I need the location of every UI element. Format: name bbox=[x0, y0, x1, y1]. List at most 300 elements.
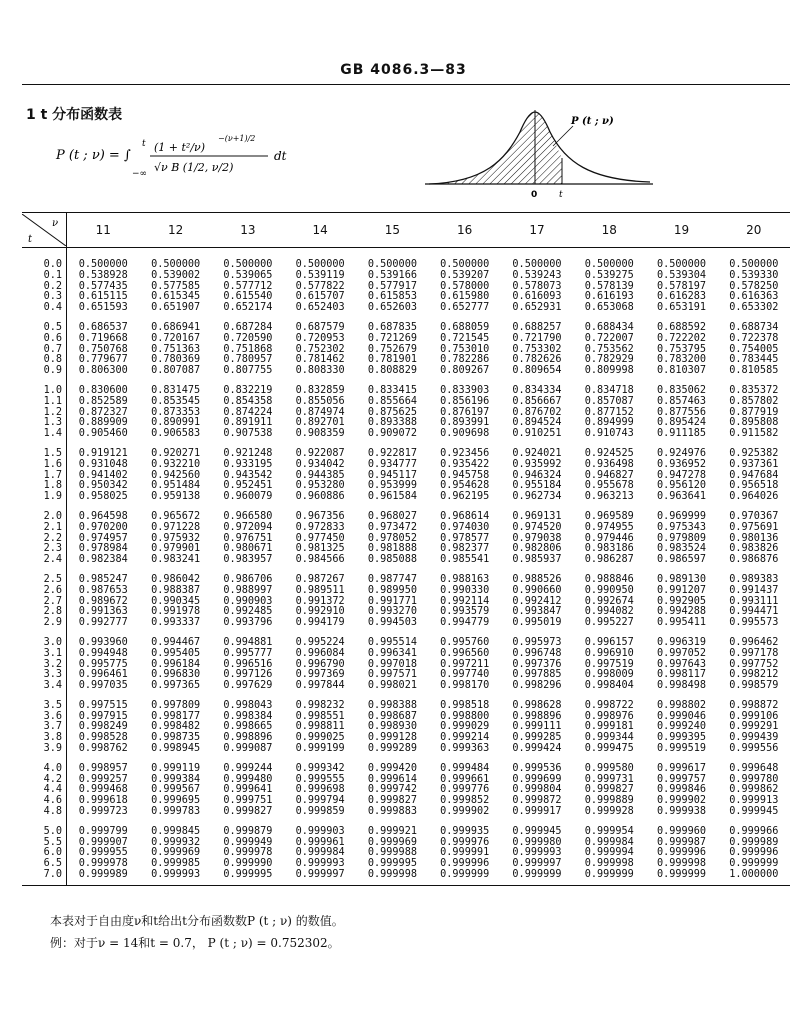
probability-value: 0.999614 bbox=[367, 773, 417, 785]
table-cell bbox=[67, 566, 140, 629]
probability-value: 0.807755 bbox=[223, 365, 273, 377]
probability-value: 0.998802 bbox=[656, 699, 707, 711]
probability-value: 0.892701 bbox=[295, 417, 345, 429]
probability-value: 0.688257 bbox=[512, 321, 562, 333]
probability-value: 0.932210 bbox=[151, 458, 201, 470]
probability-value: 0.975691 bbox=[729, 521, 779, 533]
probability-value: 0.921248 bbox=[223, 447, 273, 459]
table-cell bbox=[429, 692, 501, 755]
t-value: 2.2 bbox=[43, 532, 62, 544]
probability-value: 0.779677 bbox=[78, 354, 128, 366]
probability-value: 0.876702 bbox=[512, 406, 562, 418]
table-cell bbox=[356, 440, 428, 503]
probability-value: 0.999244 bbox=[223, 762, 273, 774]
probability-value: 0.997885 bbox=[512, 669, 562, 681]
table-cell bbox=[645, 818, 717, 885]
table-header-row bbox=[22, 213, 790, 248]
probability-value: 0.999976 bbox=[440, 836, 490, 848]
probability-value: 0.997515 bbox=[78, 699, 128, 711]
probability-value: 0.968614 bbox=[440, 510, 490, 522]
probability-value: 0.984566 bbox=[295, 554, 345, 566]
probability-value: 0.936952 bbox=[656, 458, 707, 470]
probability-value: 0.999980 bbox=[512, 836, 562, 848]
probability-value: 0.808330 bbox=[295, 365, 345, 377]
probability-value: 0.500000 bbox=[223, 259, 273, 270]
probability-value: 0.999935 bbox=[440, 825, 490, 837]
probability-value: 0.993270 bbox=[367, 606, 417, 618]
probability-value: 0.688434 bbox=[584, 321, 634, 333]
probability-value: 0.999119 bbox=[151, 762, 201, 774]
probability-value: 0.686537 bbox=[78, 321, 128, 333]
probability-value: 0.539002 bbox=[151, 269, 201, 281]
probability-value: 0.996516 bbox=[223, 658, 273, 670]
note-example: 例：对于ν = 14和t = 0.7， P (t ; ν) = 0.752302。 bbox=[50, 936, 340, 950]
table-cell bbox=[573, 503, 645, 566]
table-row-group bbox=[22, 629, 790, 692]
probability-value: 0.999087 bbox=[223, 743, 273, 755]
probability-value: 0.999424 bbox=[512, 743, 562, 755]
t-value: 0.2 bbox=[43, 280, 62, 292]
probability-value: 0.999859 bbox=[295, 806, 345, 818]
probability-value: 0.720590 bbox=[223, 332, 273, 344]
probability-value: 0.999928 bbox=[584, 806, 634, 818]
probability-value: 0.653068 bbox=[584, 302, 634, 314]
table-row-group bbox=[22, 818, 790, 885]
probability-value: 0.998551 bbox=[295, 710, 345, 722]
probability-value: 0.909698 bbox=[440, 428, 490, 440]
probability-value: 0.998528 bbox=[78, 732, 128, 744]
table-cell bbox=[140, 314, 212, 377]
table-cell bbox=[718, 248, 790, 314]
probability-value: 0.997752 bbox=[729, 658, 779, 670]
probability-value: 0.999966 bbox=[729, 825, 779, 837]
probability-value: 0.968027 bbox=[367, 510, 417, 522]
probability-value: 0.999852 bbox=[440, 795, 490, 807]
probability-value: 0.500000 bbox=[729, 259, 779, 270]
table-cell bbox=[429, 377, 501, 440]
probability-value: 0.999439 bbox=[729, 732, 779, 744]
probability-value: 0.998762 bbox=[78, 743, 128, 755]
probability-value: 0.999997 bbox=[512, 858, 562, 870]
probability-value: 0.990330 bbox=[440, 584, 490, 596]
probability-value: 0.995019 bbox=[512, 617, 562, 629]
probability-value: 0.979038 bbox=[512, 532, 562, 544]
probability-value: 0.979446 bbox=[584, 532, 634, 544]
table-cell bbox=[573, 818, 645, 885]
probability-value: 0.998722 bbox=[584, 699, 634, 711]
probability-value: 0.990950 bbox=[584, 584, 634, 596]
probability-value: 0.942560 bbox=[151, 469, 201, 481]
probability-value: 0.539275 bbox=[584, 269, 634, 281]
probability-value: 0.855664 bbox=[367, 395, 417, 407]
probability-value: 0.986597 bbox=[656, 554, 707, 566]
probability-value: 0.999475 bbox=[584, 743, 634, 755]
t-value-cell bbox=[22, 566, 67, 629]
t-value: 3.6 bbox=[43, 710, 62, 722]
probability-value: 0.895424 bbox=[656, 417, 707, 429]
probability-value: 0.998665 bbox=[223, 721, 273, 733]
probability-value: 0.539243 bbox=[512, 269, 562, 281]
probability-value: 0.999342 bbox=[295, 762, 345, 774]
table-cell bbox=[718, 692, 790, 755]
probability-value: 0.983186 bbox=[584, 543, 634, 555]
probability-value: 0.999291 bbox=[729, 721, 779, 733]
probability-value: 0.944385 bbox=[295, 469, 345, 481]
probability-value: 0.616193 bbox=[584, 291, 634, 303]
probability-value: 0.999993 bbox=[295, 858, 345, 870]
table-cell bbox=[718, 755, 790, 818]
probability-value: 0.970200 bbox=[78, 521, 128, 533]
probability-value: 0.999889 bbox=[584, 795, 634, 807]
probability-value: 0.965672 bbox=[151, 510, 201, 522]
probability-value: 0.963641 bbox=[656, 491, 707, 503]
table-cell bbox=[67, 314, 140, 377]
probability-value: 0.995573 bbox=[729, 617, 779, 629]
t-value-cell bbox=[22, 377, 67, 440]
probability-value: 0.999567 bbox=[151, 784, 201, 796]
probability-value: 0.877152 bbox=[584, 406, 634, 418]
probability-value: 0.962195 bbox=[440, 491, 490, 503]
table-cell bbox=[356, 503, 428, 566]
probability-value: 0.615115 bbox=[78, 291, 128, 303]
probability-value: 0.980671 bbox=[223, 543, 273, 555]
probability-value: 0.997178 bbox=[729, 647, 779, 659]
probability-value: 0.911185 bbox=[656, 428, 707, 440]
probability-value: 0.999998 bbox=[367, 869, 417, 881]
table-cell bbox=[645, 248, 717, 314]
t-value: 3.7 bbox=[43, 721, 62, 733]
probability-value: 0.999998 bbox=[584, 858, 634, 870]
probability-value: 0.907538 bbox=[223, 428, 273, 440]
probability-value: 0.992485 bbox=[223, 606, 273, 618]
table-cell bbox=[212, 566, 284, 629]
probability-value: 0.999257 bbox=[78, 773, 128, 785]
probability-value: 0.993111 bbox=[729, 595, 779, 607]
t-value: 5.5 bbox=[43, 836, 62, 848]
probability-value: 0.615853 bbox=[367, 291, 417, 303]
probability-value: 0.833903 bbox=[440, 384, 490, 396]
probability-value: 0.969999 bbox=[656, 510, 707, 522]
table-cell bbox=[67, 818, 140, 885]
table-cell bbox=[67, 377, 140, 440]
probability-value: 0.992905 bbox=[656, 595, 707, 607]
column-header: 12 bbox=[140, 213, 212, 248]
t-value: 0.1 bbox=[43, 269, 62, 281]
probability-value: 0.998945 bbox=[151, 743, 201, 755]
probability-value: 0.577712 bbox=[223, 280, 273, 292]
probability-value: 0.985088 bbox=[367, 554, 417, 566]
header-rule bbox=[22, 84, 790, 85]
probability-value: 0.999903 bbox=[295, 825, 345, 837]
probability-value: 0.997365 bbox=[151, 680, 201, 692]
probability-value: 0.998384 bbox=[223, 710, 273, 722]
probability-value: 0.961584 bbox=[367, 491, 417, 503]
table-cell bbox=[212, 629, 284, 692]
table-cell bbox=[140, 440, 212, 503]
t-value: 4.2 bbox=[43, 773, 62, 785]
t-value-cell bbox=[22, 503, 67, 566]
probability-value: 0.933195 bbox=[223, 458, 273, 470]
probability-value: 0.809998 bbox=[584, 365, 634, 377]
probability-value: 0.857463 bbox=[656, 395, 707, 407]
column-header: 16 bbox=[429, 213, 501, 248]
probability-value: 0.999932 bbox=[151, 836, 201, 848]
probability-value: 0.991437 bbox=[729, 584, 779, 596]
probability-value: 0.783200 bbox=[656, 354, 707, 366]
note-description: 本表对于自由度ν和t给出t分布函数数P (t ; ν) 的数值。 bbox=[50, 914, 344, 928]
table-cell bbox=[429, 248, 501, 314]
probability-value: 0.999907 bbox=[78, 836, 128, 848]
table-cell bbox=[212, 314, 284, 377]
t-value: 3.8 bbox=[43, 732, 62, 744]
probability-value: 0.986287 bbox=[584, 554, 634, 566]
probability-value: 0.946827 bbox=[584, 469, 634, 481]
table-cell bbox=[356, 629, 428, 692]
t-value: 4.0 bbox=[43, 762, 62, 774]
probability-value: 0.999949 bbox=[223, 836, 273, 848]
probability-value: 0.990660 bbox=[512, 584, 562, 596]
probability-value: 0.999519 bbox=[656, 743, 707, 755]
probability-value: 0.999827 bbox=[367, 795, 417, 807]
probability-value: 0.999029 bbox=[440, 721, 490, 733]
column-header: 15 bbox=[356, 213, 428, 248]
table-cell bbox=[284, 440, 356, 503]
probability-value: 0.998687 bbox=[367, 710, 417, 722]
probability-value: 0.966580 bbox=[223, 510, 273, 522]
t-value: 2.8 bbox=[43, 606, 62, 618]
probability-value: 0.894524 bbox=[512, 417, 562, 429]
probability-value: 0.688059 bbox=[440, 321, 490, 333]
table-cell bbox=[356, 248, 428, 314]
table-row-group bbox=[22, 755, 790, 818]
table-cell bbox=[356, 377, 428, 440]
probability-value: 0.835062 bbox=[656, 384, 707, 396]
t-value-cell bbox=[22, 692, 67, 755]
probability-value: 0.997018 bbox=[367, 658, 417, 670]
probability-value: 0.500000 bbox=[78, 259, 128, 270]
probability-value: 0.985247 bbox=[78, 573, 128, 585]
probability-value: 0.999214 bbox=[440, 732, 490, 744]
probability-value: 0.999994 bbox=[584, 847, 634, 859]
probability-value: 0.856196 bbox=[440, 395, 490, 407]
corner-t: t bbox=[28, 234, 33, 245]
probability-value: 0.999995 bbox=[367, 858, 417, 870]
table-cell bbox=[573, 629, 645, 692]
t-value: 2.7 bbox=[43, 595, 62, 607]
probability-value: 0.999960 bbox=[656, 825, 707, 837]
probability-value: 0.997571 bbox=[367, 669, 417, 681]
probability-value: 0.999989 bbox=[78, 869, 128, 881]
probability-value: 0.781901 bbox=[367, 354, 417, 366]
table-cell bbox=[356, 566, 428, 629]
probability-value: 0.999025 bbox=[295, 732, 345, 744]
probability-value: 0.906583 bbox=[151, 428, 201, 440]
probability-value: 0.996560 bbox=[440, 647, 490, 659]
probability-value: 0.999883 bbox=[367, 806, 417, 818]
probability-value: 0.992910 bbox=[295, 606, 345, 618]
table-cell bbox=[356, 314, 428, 377]
probability-value: 0.578197 bbox=[656, 280, 707, 292]
probability-value: 0.978052 bbox=[367, 532, 417, 544]
column-header: 14 bbox=[284, 213, 356, 248]
probability-value: 0.577822 bbox=[295, 280, 345, 292]
probability-value: 0.925382 bbox=[729, 447, 779, 459]
probability-value: 0.999480 bbox=[223, 773, 273, 785]
probability-value: 0.974957 bbox=[78, 532, 128, 544]
column-header: 13 bbox=[212, 213, 284, 248]
probability-value: 0.995775 bbox=[78, 658, 128, 670]
probability-value: 0.753795 bbox=[656, 343, 707, 355]
probability-value: 0.950342 bbox=[78, 480, 128, 492]
probability-value: 0.999969 bbox=[367, 836, 417, 848]
document-header: GB 4086.3—83 bbox=[340, 62, 467, 78]
probability-value: 0.539304 bbox=[656, 269, 707, 281]
probability-value: 0.856667 bbox=[512, 395, 562, 407]
table-row-group bbox=[22, 377, 790, 440]
probability-value: 0.722378 bbox=[729, 332, 779, 344]
probability-value: 0.976751 bbox=[223, 532, 273, 544]
probability-value: 0.996319 bbox=[656, 636, 707, 648]
t-value: 3.1 bbox=[43, 647, 62, 659]
probability-value: 0.998498 bbox=[656, 680, 707, 692]
table-cell bbox=[645, 755, 717, 818]
probability-value: 0.998957 bbox=[78, 762, 128, 774]
probability-value: 0.834718 bbox=[584, 384, 634, 396]
probability-value: 0.999998 bbox=[656, 858, 707, 870]
probability-value: 0.998800 bbox=[440, 710, 490, 722]
table-cell bbox=[140, 248, 212, 314]
probability-value: 0.991771 bbox=[367, 595, 417, 607]
probability-value: 0.999699 bbox=[512, 773, 562, 785]
probability-value: 0.945117 bbox=[367, 469, 417, 481]
probability-value: 0.989672 bbox=[78, 595, 128, 607]
probability-value: 0.998232 bbox=[295, 699, 345, 711]
table-cell bbox=[573, 566, 645, 629]
probability-value: 0.937361 bbox=[729, 458, 779, 470]
probability-value: 0.983241 bbox=[151, 554, 201, 566]
formula-dt: dt bbox=[274, 149, 287, 163]
table-row-group bbox=[22, 692, 790, 755]
probability-value: 0.919121 bbox=[78, 447, 128, 459]
probability-value: 0.999199 bbox=[295, 743, 345, 755]
probability-value: 0.721269 bbox=[367, 332, 417, 344]
probability-value: 0.990345 bbox=[151, 595, 201, 607]
probability-value: 0.956518 bbox=[729, 480, 779, 492]
table-cell bbox=[67, 629, 140, 692]
probability-value: 0.995411 bbox=[656, 617, 707, 629]
probability-value: 0.810307 bbox=[656, 365, 707, 377]
probability-value: 0.999648 bbox=[729, 762, 779, 774]
probability-value: 0.943542 bbox=[223, 469, 273, 481]
probability-value: 0.752679 bbox=[367, 343, 417, 355]
probability-value: 0.988997 bbox=[223, 584, 273, 596]
probability-value: 0.875625 bbox=[367, 406, 417, 418]
probability-value: 0.750768 bbox=[78, 343, 128, 355]
probability-value: 0.999827 bbox=[584, 784, 634, 796]
t-value: 1.3 bbox=[43, 417, 62, 429]
probability-value: 0.974955 bbox=[584, 521, 634, 533]
probability-value: 0.751868 bbox=[223, 343, 273, 355]
probability-value: 0.934042 bbox=[295, 458, 345, 470]
probability-value: 0.994881 bbox=[223, 636, 273, 648]
probability-value: 0.997369 bbox=[295, 669, 345, 681]
probability-value: 0.998170 bbox=[440, 680, 490, 692]
table-cell bbox=[284, 248, 356, 314]
table-cell bbox=[573, 755, 645, 818]
probability-value: 0.720953 bbox=[295, 332, 345, 344]
probability-value: 0.985937 bbox=[512, 554, 562, 566]
probability-value: 0.999996 bbox=[656, 847, 707, 859]
table-cell bbox=[429, 314, 501, 377]
probability-value: 0.539166 bbox=[367, 269, 417, 281]
table-cell bbox=[501, 629, 573, 692]
probability-value: 0.830600 bbox=[78, 384, 128, 396]
probability-value: 0.615980 bbox=[440, 291, 490, 303]
probability-value: 0.991207 bbox=[656, 584, 707, 596]
probability-value: 0.999913 bbox=[729, 795, 779, 807]
probability-value: 0.972833 bbox=[295, 521, 345, 533]
probability-value: 0.996462 bbox=[729, 636, 779, 648]
table-cell bbox=[573, 692, 645, 755]
probability-value: 0.999872 bbox=[512, 795, 562, 807]
t-value: 1.4 bbox=[43, 428, 62, 440]
probability-value: 0.998628 bbox=[512, 699, 562, 711]
probability-value: 0.999661 bbox=[440, 773, 490, 785]
column-header: 20 bbox=[718, 213, 790, 248]
probability-value: 0.835372 bbox=[729, 384, 779, 396]
probability-value: 0.941402 bbox=[78, 469, 128, 481]
probability-value: 0.996084 bbox=[295, 647, 345, 659]
probability-value: 0.999799 bbox=[78, 825, 128, 837]
probability-value: 0.876197 bbox=[440, 406, 490, 418]
probability-value: 0.911582 bbox=[729, 428, 779, 440]
t-value-cell bbox=[22, 248, 67, 314]
probability-value: 0.999046 bbox=[656, 710, 707, 722]
table-cell bbox=[284, 755, 356, 818]
table-cell bbox=[718, 377, 790, 440]
probability-value: 0.999468 bbox=[78, 784, 128, 796]
table-cell bbox=[501, 314, 573, 377]
probability-value: 0.780957 bbox=[223, 354, 273, 366]
probability-value: 0.539207 bbox=[440, 269, 490, 281]
probability-value: 0.999723 bbox=[78, 806, 128, 818]
column-header: 19 bbox=[645, 213, 717, 248]
table-cell bbox=[718, 629, 790, 692]
t-value: 3.3 bbox=[43, 669, 62, 681]
probability-value: 0.995227 bbox=[584, 617, 634, 629]
probability-value: 0.893388 bbox=[367, 417, 417, 429]
t-value-cell bbox=[22, 629, 67, 692]
probability-value: 0.953280 bbox=[295, 480, 345, 492]
table-cell bbox=[140, 818, 212, 885]
t-value-cell bbox=[22, 818, 67, 885]
probability-value: 0.500000 bbox=[367, 259, 417, 270]
probability-value: 0.999978 bbox=[78, 858, 128, 870]
t-value: 4.6 bbox=[43, 795, 62, 807]
table-cell bbox=[284, 377, 356, 440]
probability-value: 0.500000 bbox=[440, 259, 490, 270]
probability-value: 0.989130 bbox=[656, 573, 707, 585]
table-cell bbox=[718, 818, 790, 885]
probability-value: 0.809267 bbox=[440, 365, 490, 377]
t-value: 2.6 bbox=[43, 584, 62, 596]
probability-value: 0.832859 bbox=[295, 384, 345, 396]
probability-value: 0.998872 bbox=[729, 699, 779, 711]
table-cell bbox=[284, 818, 356, 885]
table-cell bbox=[573, 314, 645, 377]
probability-value: 0.999106 bbox=[729, 710, 779, 722]
table-cell bbox=[645, 503, 717, 566]
